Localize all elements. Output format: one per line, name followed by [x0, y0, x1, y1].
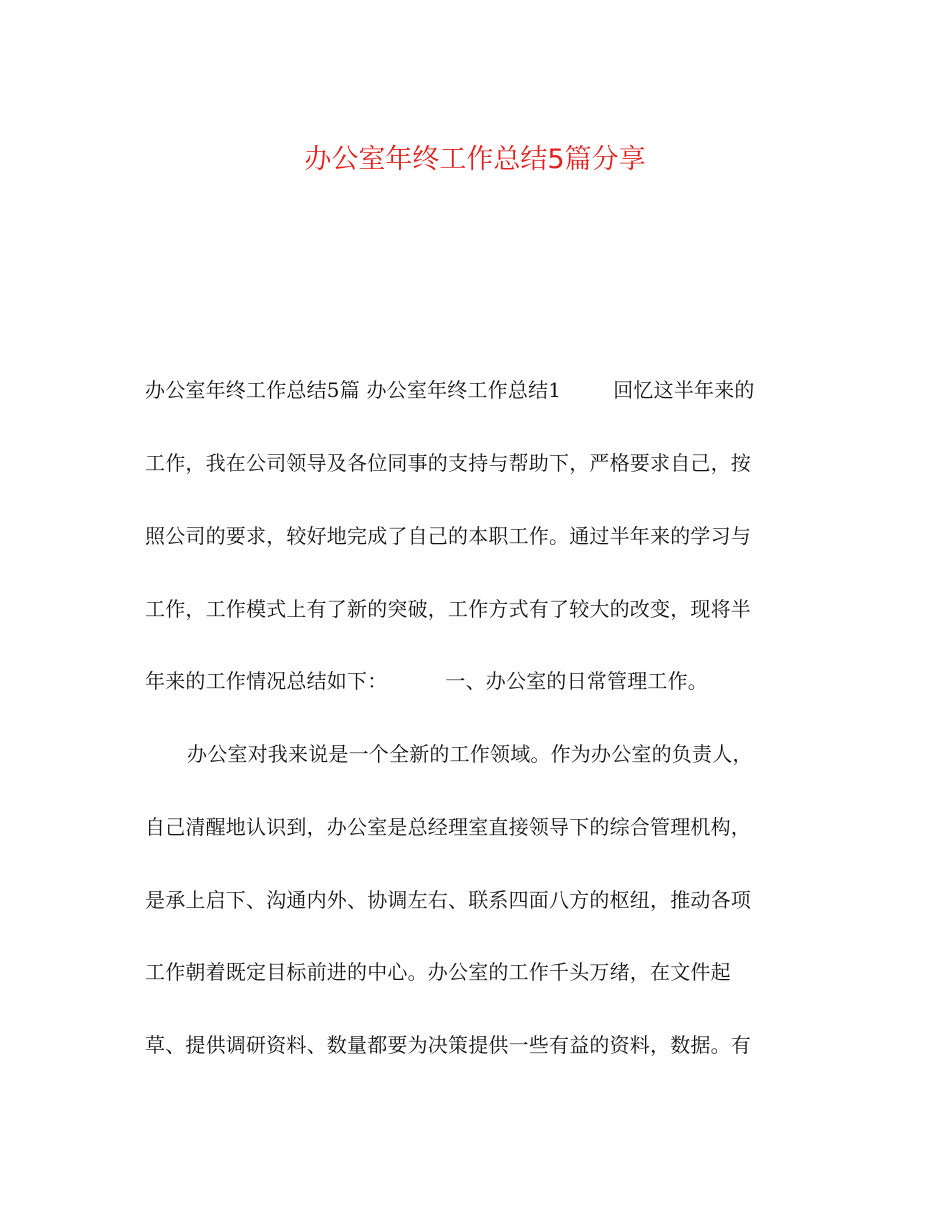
paragraph-line-9: 工作朝着既定目标前进的中心。办公室的工作千头万绪，在文件起	[145, 960, 731, 984]
paragraph-line-2: 工作，我在公司领导及各位同事的支持与帮助下，严格要求自己，按	[145, 451, 751, 475]
line-5-part-b: 一、办公室的日常管理工作。	[445, 669, 709, 693]
paragraph-line-10: 草、提供调研资料、数量都要为决策提供一些有益的资料，数据。有	[145, 1033, 751, 1057]
document-title: 办公室年终工作总结5篇分享	[304, 144, 646, 175]
paragraph-line-7: 自己清醒地认识到，办公室是总经理室直接领导下的综合管理机构，	[145, 815, 751, 839]
line-1-part-a: 办公室年终工作总结5篇 办公室年终工作总结1	[145, 378, 562, 402]
paragraph-line-8: 是承上启下、沟通内外、协调左右、联系四面八方的枢纽，推动各项	[145, 888, 751, 912]
paragraph-line-4: 工作，工作模式上有了新的突破，工作方式有了较大的改变，现将半	[145, 597, 751, 621]
line-1-part-b: 回忆这半年来的	[613, 378, 755, 402]
paragraph-line-1	[145, 375, 755, 405]
paragraph-line-5	[145, 666, 708, 696]
paragraph-line-3: 照公司的要求，较好地完成了自己的本职工作。通过半年来的学习与	[145, 524, 751, 548]
line-5-part-a: 年来的工作情况总结如下：	[145, 669, 388, 693]
paragraph-line-6: 办公室对我来说是一个全新的工作领域。作为办公室的负责人，	[187, 742, 753, 766]
